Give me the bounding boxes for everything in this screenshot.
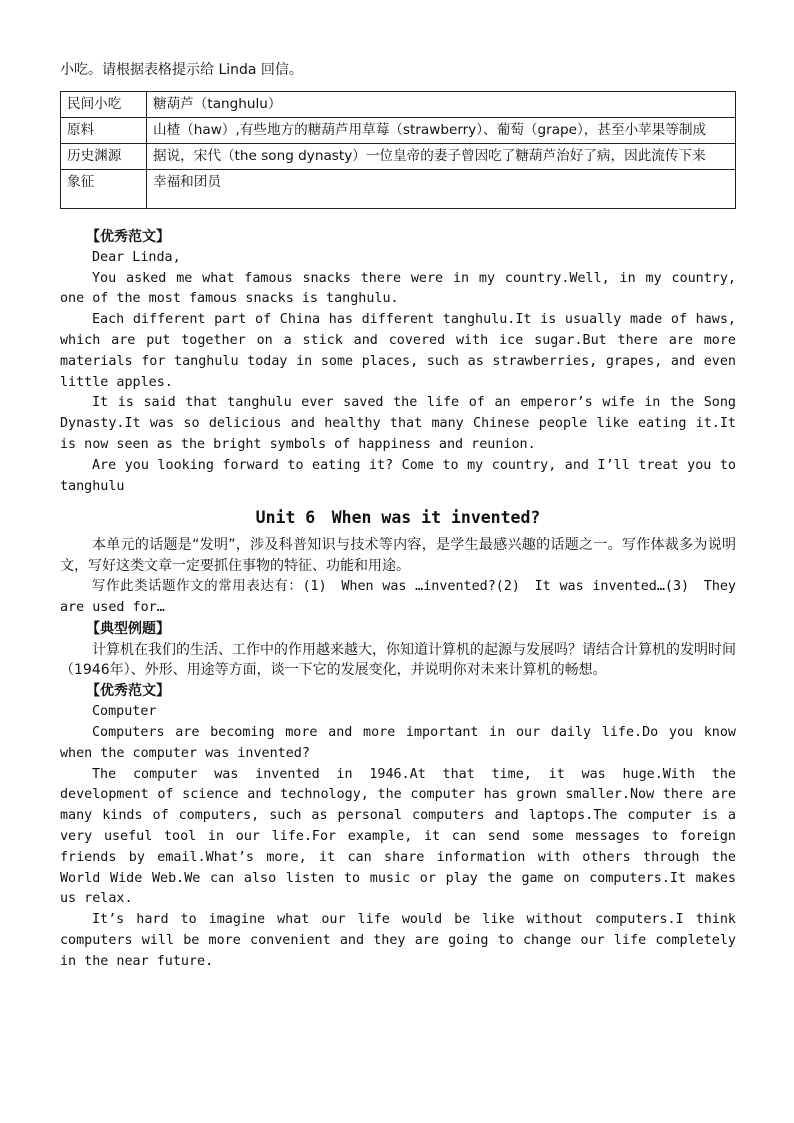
table-cell-label: 原料 [61, 117, 147, 143]
essay2-paragraph: Computers are becoming more and more important in our daily life.Do you know when the computer was invented? [60, 724, 736, 761]
essay2-title: Computer [92, 704, 157, 720]
essay1-paragraph: Dear Linda, [92, 249, 181, 265]
table-row [61, 117, 736, 143]
essay2-heading: 【优秀范文】 [86, 683, 170, 700]
essay2-paragraph: It’s hard to imagine what our life would be like without computers.I think computers will be more convenient and they are going to change our life completely in the near future. [60, 912, 736, 969]
table-cell-label: 民间小吃 [61, 91, 147, 117]
table-cell-value: 山楂（haw）,有些地方的糖葫芦用草莓（strawberry）、葡萄（grape），甚至小苹果等制成 [147, 117, 736, 143]
intro-line: 小吃。请根据表格提示给 Linda 回信。 [60, 62, 303, 78]
table-cell-value: 幸福和团员 [147, 169, 736, 208]
table-cell-label: 象征 [61, 169, 147, 208]
snack-table [60, 91, 736, 209]
essay1-heading: 【优秀范文】 [86, 228, 170, 245]
unit-intro-paragraph: 写作此类话题作文的常用表达有：(1) When was …invented?(2) It was invented…(3) They are used for… [60, 578, 736, 615]
unit-intro-paragraph: 本单元的话题是“发明”，涉及科普知识与技术等内容，是学生最感兴趣的话题之一。写作体裁多为说明文，写好这类文章一定要抓住事物的特征、功能和用途。 [60, 537, 736, 575]
table-cell-value: 据说，宋代（the song dynasty）一位皇帝的妻子曾因吃了糖葫芦治好了病，因此流传下来 [147, 143, 736, 169]
table-cell-value: 糖葫芦（tanghulu） [147, 91, 736, 117]
table-cell-label: 历史渊源 [61, 143, 147, 169]
essay1-paragraph: You asked me what famous snacks there were in my country.Well, in my country, one of the most famous snacks is tanghulu. [60, 270, 736, 307]
table-row [61, 169, 736, 208]
table-row [61, 143, 736, 169]
essay2-paragraph: The computer was invented in 1946.At that time, it was huge.With the development of science and technology, the computer has grown smaller.Now there are many kinds of computers, such as personal computers and laptops.The computer is a very useful tool in our life.For example, it can send some messages to foreign friends by email.What’s more, it can share information with others through the World Wide Web.We can also listen to music or play the game on computers.It makes us relax. [60, 766, 736, 907]
table-row [61, 91, 736, 117]
essay1-paragraph: It is said that tanghulu ever saved the life of an emperor’s wife in the Song Dynasty.It was so delicious and healthy that many Chinese people like eating it.It is now seen as the bright symbols of happiness and reunion. [60, 395, 736, 452]
essay1-paragraph: Each different part of China has different tanghulu.It is usually made of haws, which are put together on a stick and covered with ice sugar.But there are more materials for tanghulu today in some places, such as strawberries, grapes, and even little apples. [60, 312, 736, 390]
document-page [60, 60, 736, 973]
unit-title: Unit 6 When was it invented? [255, 508, 541, 528]
example-text: 计算机在我们的生活、工作中的作用越来越大，你知道计算机的起源与发展吗？请结合计算机的发明时间（1946年）、外形、用途等方面，谈一下它的发展变化，并说明你对未来计算机的畅想。 [60, 641, 736, 679]
example-heading: 【典型例题】 [86, 620, 170, 637]
essay1-paragraph: Are you looking forward to eating it? Come to my country, and I’ll treat you to tanghulu [60, 457, 736, 494]
